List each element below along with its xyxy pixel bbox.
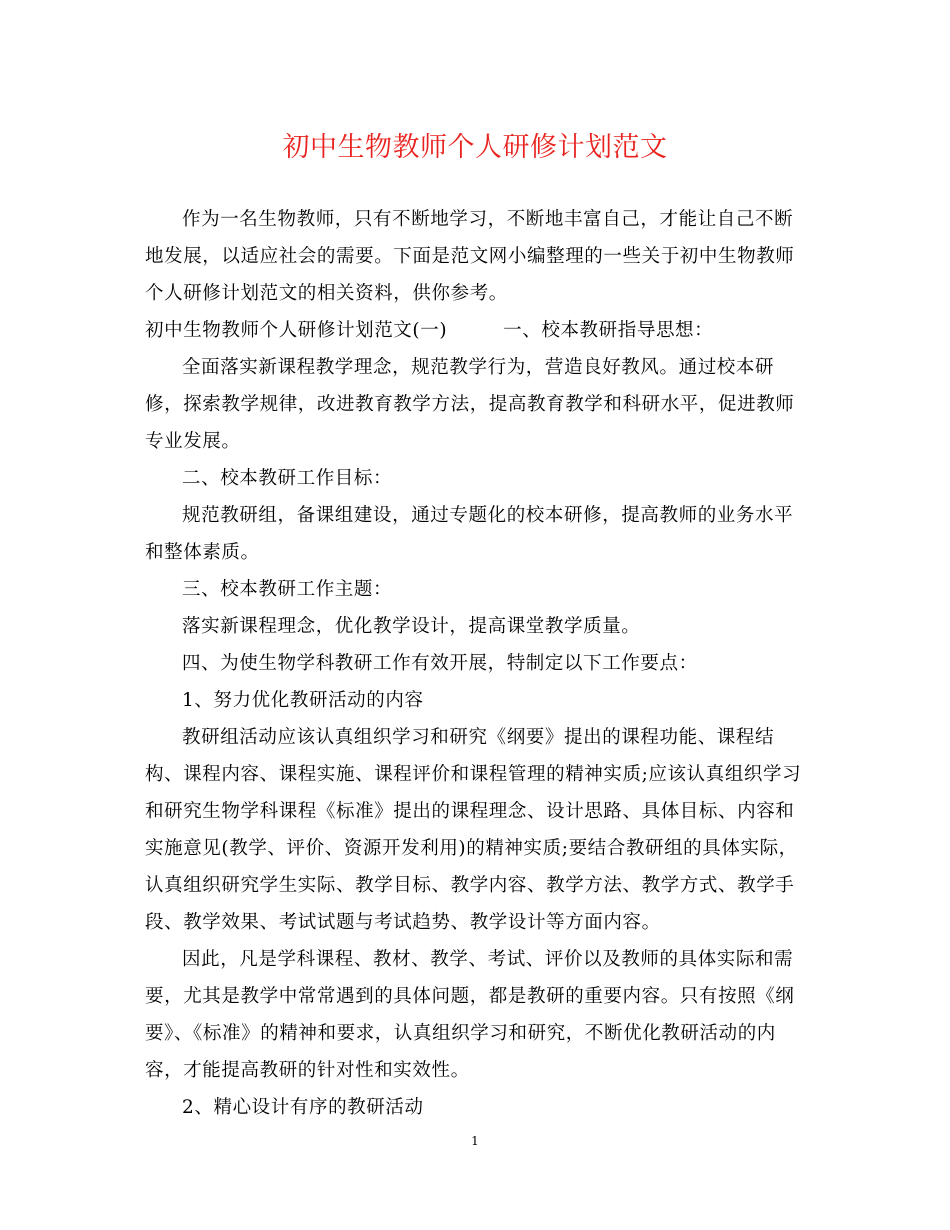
work-theme-heading: 三、校本教研工作主题： (182, 579, 393, 600)
section-heading-left: 初中生物教师个人研修计划范文(一) (145, 320, 448, 341)
point-1-heading: 1、努力优化教研活动的内容 (182, 690, 424, 711)
document-title: 初中生物教师个人研修计划范文 (282, 132, 668, 163)
work-theme-paragraph: 落实新课程理念，优化教学设计，提高课堂教学质量。 (182, 616, 641, 637)
page-number: 1 (471, 1134, 479, 1148)
intro-paragraph: 作为一名生物教师，只有不断地学习，不断地丰富自己，才能让自己不断地发展，以适应社会的需要。下面是范文网小编整理的一些关于初中生物教师个人研修计划范文的相关资料，供你参考。 (145, 209, 795, 304)
work-goal-heading: 二、校本教研工作目标： (182, 468, 393, 489)
key-points-heading: 四、为使生物学科教研工作有效开展，特制定以下工作要点： (182, 653, 698, 674)
point-2-heading: 2、精心设计有序的教研活动 (182, 1097, 424, 1118)
section-heading-right: 一、校本教研指导思想： (503, 320, 714, 341)
document-body (145, 201, 805, 1126)
section-heading-line (145, 312, 805, 349)
guiding-thought-paragraph: 全面落实新课程教学理念，规范教学行为，营造良好教风。通过校本研修，探索教学规律，改进教育教学方法，提高教育教学和科研水平，促进教师专业发展。 (145, 357, 795, 452)
work-goal-paragraph: 规范教研组，备课组建设，通过专题化的校本研修，提高教师的业务水平和整体素质。 (145, 505, 794, 563)
point-1-followup-paragraph: 因此，凡是学科课程、教材、教学、考试、评价以及教师的具体实际和需要，尤其是教学中常常遇到的具体问题，都是教研的重要内容。只有按照《纲要》、《标准》的精神和要求，认真组织学习和研究，不断优化教研活动的内容，才能提高教研的针对性和实效性。 (145, 949, 795, 1081)
point-1-paragraph: 教研组活动应该认真组织学习和研究《纲要》提出的课程功能、课程结构、课程内容、课程实施、课程评价和课程管理的精神实质;应该认真组织学习和研究生物学科课程《标准》提出的课程理念、设计思路、具体目标、内容和实施意见(教学、评价、资源开发利用)的精神实质;要结合教研组的具体实际，认真组织研究学生实际、教学目标、教学内容、教学方法、教学方式、教学手段、教学效果、考试试题与考试趋势、教学设计等方面内容。 (145, 727, 802, 933)
